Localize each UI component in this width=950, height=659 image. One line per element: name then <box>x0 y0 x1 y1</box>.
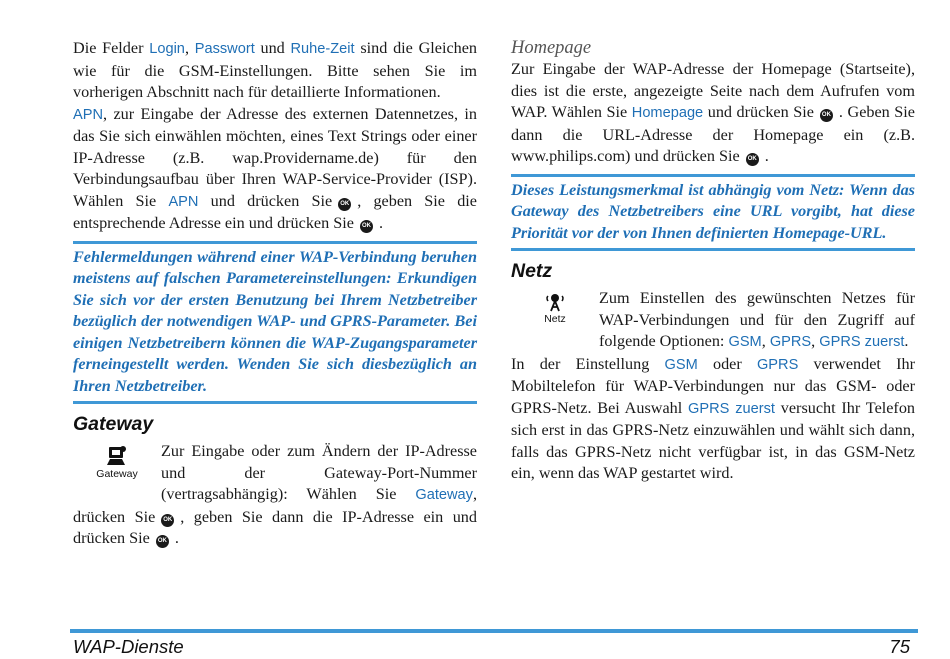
footer-rule <box>70 629 918 633</box>
gateway-icon <box>106 445 128 467</box>
page-number: 75 <box>889 636 910 657</box>
keyword-gsm-2: GSM <box>664 356 698 373</box>
keyword-ruhe-zeit: Ruhe-Zeit <box>290 41 355 57</box>
note-homepage-priority: Dieses Leistungsmerkmal ist abhängig vom Netz: Wenn das Gateway des Netzbetreibers eine URL vorgibt, hat diese Priorität vor der von Ihnen definierten Homepage-URL. <box>511 174 915 252</box>
ok-key-icon: OK <box>360 220 373 233</box>
ok-key-icon: OK <box>161 514 174 527</box>
keyword-apn-2: APN <box>168 193 199 210</box>
note-error-messages: Fehlermeldungen während einer WAP-Verbindung beruhen meistens auf falschen Parametereinstellungen: Erkundigen Sie sich vor der ersten Benutzung bei Ihrem Netzbetreiber bezüglich der notwendigen WAP- und GPRS-Parameter. Bei einigen Netzbetreibern können die WAP-Zugangsparameter ferneingestellt werden. Wenden Sie sich diesbezüglich an Ihren Netzbetreiber. <box>73 241 477 405</box>
ok-key-icon: OK <box>338 198 351 211</box>
keyword-gprs-zuerst-2: GPRS zuerst <box>688 400 775 417</box>
keyword-gsm: GSM <box>728 334 762 350</box>
keyword-gprs-zuerst: GPRS zuerst <box>819 334 905 350</box>
antenna-icon-block <box>511 288 599 352</box>
keyword-gprs: GPRS <box>769 334 812 350</box>
ok-key-icon: OK <box>156 535 169 548</box>
gateway-icon-block <box>73 441 161 505</box>
heading-netz: Netz <box>511 260 553 282</box>
antenna-icon-label: Netz <box>544 313 566 325</box>
keyword-login: Login <box>149 41 185 57</box>
paragraph-login-fields: Die Felder Login, Passwort und Ruhe-Zeit sind die Gleichen wie für die GSM-Einstellungen. Bitte sehen Sie im vorherigen Abschnitt nach für detaillierte Informationen. <box>73 39 478 101</box>
keyword-passwort: Passwort <box>194 41 255 57</box>
heading-homepage: Homepage <box>511 38 592 58</box>
paragraph-homepage: Zur Eingabe der WAP-Adresse der Homepage (Startseite), dies ist die erste, angezeigte Seite nach dem Aufrufen vom WAP. Wählen Sie Homepage und drücken Sie OK . Geben Sie dann die URL-Adresse der Homepage ein (z.B. www.philips.com) und drücken Sie OK . <box>511 60 915 165</box>
paragraph-gateway: Gateway Zur Eingabe oder zum Ändern der IP-Adresse und der Gateway-Port-Nummer (vertragsabhängig): Wählen Sie Gateway, drücken Sie OK , geben Sie dann die IP-Adresse ein und drücken Sie OK . <box>73 442 477 547</box>
keyword-gateway: Gateway <box>415 487 473 503</box>
keyword-apn: APN <box>73 106 104 123</box>
ok-key-icon: OK <box>746 153 759 166</box>
right-column <box>511 38 915 485</box>
paragraph-network-mode: In der Einstellung GSM oder GPRS verwendet Ihr Mobiltelefon für WAP-Verbindungen nur das GSM- oder GPRS-Netz. Bei Auswahl GPRS zuerst versucht Ihr Telefon sich erst in das GPRS-Netz einzuwählen und wählt sich dann, falls das GPRS-Netz nicht verfügbar ist, in das GSM-Netz ein, wenn das WAP gestartet wird. <box>511 354 916 482</box>
ok-key-icon: OK <box>820 109 833 122</box>
heading-gateway: Gateway <box>73 413 154 435</box>
gateway-icon-label: Gateway <box>96 468 138 480</box>
footer-section-title: WAP-Dienste <box>73 636 184 657</box>
keyword-gprs-2: GPRS <box>756 356 799 373</box>
paragraph-netz: Netz Zum Einstellen des gewünschten Netzes für WAP-Verbindungen und für den Zugriff auf folgende Optionen: GSM, GPRS, GPRS zuerst. <box>511 288 915 354</box>
paragraph-apn: APN, zur Eingabe der Adresse des externen Datennetzes, in das Sie sich einwählen möchten, eines Text Strings oder einer IP-Adresse (z.B. wap.Providername.de) für den Verbindungsaufbau über Ihren WAP-Service-Provider (ISP). Wählen Sie APN und drücken Sie OK , geben Sie die entsprechende Adresse ein und drücken Sie OK . <box>73 104 477 232</box>
antenna-icon <box>545 292 565 312</box>
keyword-homepage: Homepage <box>631 105 704 121</box>
left-column <box>73 38 477 550</box>
